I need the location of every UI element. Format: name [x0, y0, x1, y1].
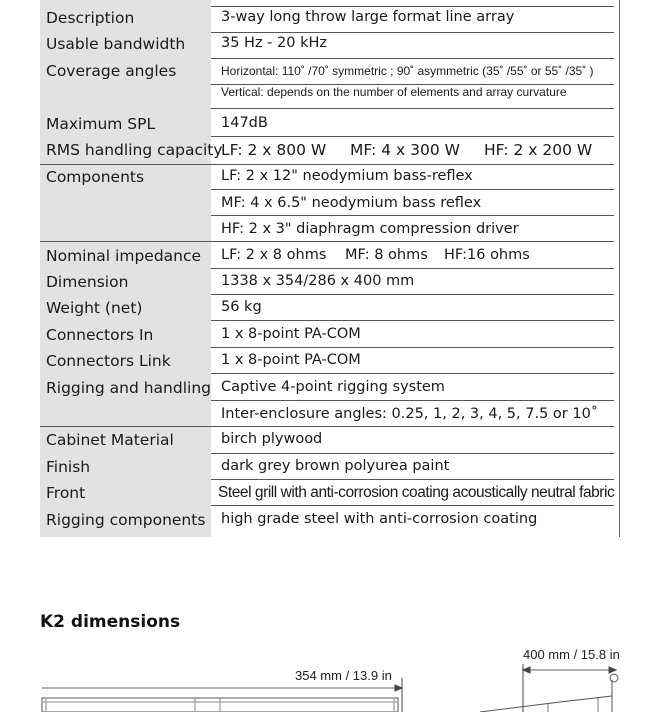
- row-divider: [40, 241, 614, 242]
- spec-value-hf: HF: 2 x 200 W: [484, 141, 593, 159]
- spec-value: high grade steel with anti-corrosion coating: [221, 511, 538, 527]
- spec-label-column: [40, 0, 211, 537]
- spec-value-hf: HF:16 ohms: [444, 247, 530, 263]
- spec-value: 1338 x 354/286 x 400 mm: [221, 273, 415, 289]
- row-divider: [211, 136, 614, 137]
- row-divider: [211, 58, 614, 59]
- spec-label: Rigging components: [46, 511, 206, 529]
- spec-value-horizontal: Horizontal: 110˚ /70˚ symmetric ; 90˚ asymmetric (35˚ /55˚ or 55˚ /35˚ ): [221, 64, 594, 78]
- spec-value-hf: HF: 2 x 3" diaphragm compression driver: [221, 221, 519, 237]
- row-divider: [211, 32, 614, 33]
- row-divider: [211, 479, 614, 480]
- arrow-head: [523, 667, 530, 673]
- section-title: K2 dimensions: [40, 612, 181, 632]
- spec-label: RMS handling capacity: [46, 141, 223, 159]
- spec-value-mf: MF: 4 x 300 W: [350, 141, 460, 159]
- spec-label: Components: [46, 168, 145, 186]
- arrow-head: [395, 685, 402, 691]
- spec-value: 1 x 8-point PA-COM: [221, 326, 361, 342]
- spec-label: Nominal impedance: [46, 247, 202, 265]
- spec-label: Connectors In: [46, 326, 154, 344]
- spec-label: Front: [46, 484, 86, 502]
- spec-value: 147dB: [221, 115, 268, 131]
- row-divider: [211, 347, 614, 348]
- row-divider: [211, 373, 614, 374]
- spec-label: Finish: [46, 458, 91, 476]
- dimension-drawing: [0, 640, 660, 712]
- row-divider: [211, 320, 614, 321]
- spec-value: 35 Hz - 20 kHz: [221, 35, 327, 51]
- row-divider: [40, 426, 614, 427]
- rigging-point: [610, 674, 618, 682]
- depth-dimension-label: 400 mm / 15.8 in: [523, 647, 620, 662]
- row-divider: [211, 268, 614, 269]
- spec-value: Inter-enclosure angles: 0.25, 1, 2, 3, 4, 5, 7.5 or 10˚: [221, 406, 599, 422]
- width-dimension-label: 354 mm / 13.9 in: [295, 668, 392, 683]
- row-divider: [211, 189, 614, 190]
- spec-value-lf: LF: 2 x 800 W: [221, 141, 327, 159]
- row-divider: [40, 164, 614, 165]
- row-divider: [211, 6, 614, 7]
- spec-label: Usable bandwidth: [46, 35, 186, 53]
- spec-label: Description: [46, 9, 135, 27]
- spec-label: Weight (net): [46, 299, 143, 317]
- spec-value: birch plywood: [221, 431, 323, 447]
- spec-value: 56 kg: [221, 299, 262, 315]
- cabinet-edge: [560, 696, 612, 702]
- spec-label: Connectors Link: [46, 352, 171, 370]
- spec-value-mf: MF: 4 x 6.5" neodymium bass reflex: [221, 195, 482, 211]
- spec-label: Rigging and handling: [46, 379, 211, 397]
- spec-value: 1 x 8-point PA-COM: [221, 352, 361, 368]
- spec-value-lf: LF: 2 x 12" neodymium bass-reflex: [221, 168, 473, 184]
- row-divider: [211, 108, 614, 109]
- row-divider: [211, 400, 614, 401]
- spec-label: Coverage angles: [46, 62, 177, 80]
- row-divider: [211, 294, 614, 295]
- row-divider: [211, 453, 614, 454]
- spec-value: Captive 4-point rigging system: [221, 379, 445, 395]
- arrow-head: [609, 667, 616, 673]
- spec-value-mf: MF: 8 ohms: [345, 247, 428, 263]
- row-divider: [211, 215, 614, 216]
- row-divider: [211, 505, 614, 506]
- spec-value: 3-way long throw large format line array: [221, 9, 515, 25]
- spec-table: [40, 0, 620, 537]
- spec-label: Dimension: [46, 273, 129, 291]
- spec-value-vertical: Vertical: depends on the number of elements and array curvature: [221, 85, 567, 99]
- row-divider: [211, 84, 614, 85]
- spec-value-lf: LF: 2 x 8 ohms: [221, 247, 327, 263]
- spec-value: dark grey brown polyurea paint: [221, 458, 450, 474]
- spec-value: Steel grill with anti-corrosion coating acoustically neutral fabric: [218, 484, 615, 501]
- spec-label: Maximum SPL: [46, 115, 156, 133]
- spec-label: Cabinet Material: [46, 431, 174, 449]
